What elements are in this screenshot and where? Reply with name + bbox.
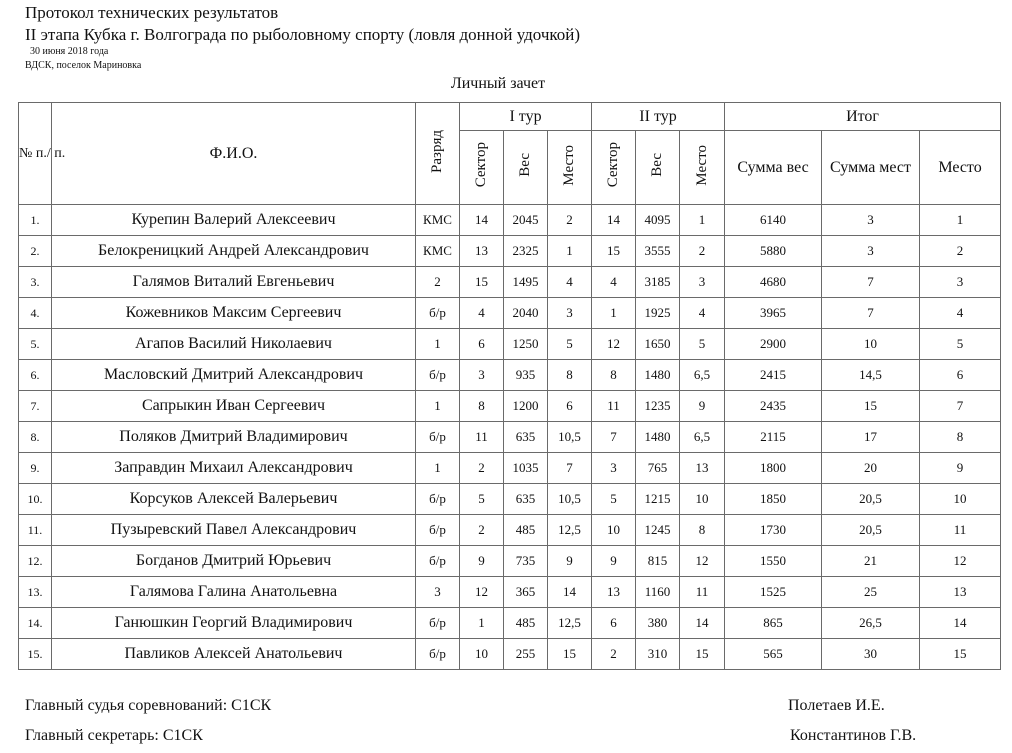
tour2-place: 6,5 — [680, 422, 725, 453]
participant-name: Корсуков Алексей Валерьевич — [52, 484, 416, 515]
col-header-number: № п./ п. — [19, 103, 52, 205]
table-row — [19, 236, 1001, 267]
row-number: 1. — [19, 205, 52, 236]
total-weight: 1525 — [725, 577, 822, 608]
tour2-weight: 4095 — [636, 205, 680, 236]
tour2-sector: 12 — [592, 329, 636, 360]
tour2-place: 10 — [680, 484, 725, 515]
participant-name: Богданов Дмитрий Юрьевич — [52, 546, 416, 577]
tour2-place: 13 — [680, 453, 725, 484]
participant-rank: б/р — [416, 484, 460, 515]
tour1-weight: 935 — [504, 360, 548, 391]
tour2-weight: 1160 — [636, 577, 680, 608]
total-weight: 565 — [725, 639, 822, 670]
row-number: 8. — [19, 422, 52, 453]
event-title: II этапа Кубка г. Волгограда по рыболовному спорту (ловля донной удочкой) — [25, 25, 581, 44]
tour1-place: 14 — [548, 577, 592, 608]
total-weight: 1850 — [725, 484, 822, 515]
col-header-tour1-weight: Вес — [504, 131, 548, 205]
final-place: 7 — [920, 391, 1001, 422]
total-places: 25 — [822, 577, 920, 608]
tour1-weight: 485 — [504, 608, 548, 639]
tour2-sector: 3 — [592, 453, 636, 484]
participant-rank: 1 — [416, 453, 460, 484]
tour1-place: 5 — [548, 329, 592, 360]
total-places: 26,5 — [822, 608, 920, 639]
table-row — [19, 422, 1001, 453]
tour1-sector: 2 — [460, 453, 504, 484]
tour2-weight: 3555 — [636, 236, 680, 267]
tour2-sector: 1 — [592, 298, 636, 329]
total-weight: 1550 — [725, 546, 822, 577]
table-row — [19, 360, 1001, 391]
tour2-place: 11 — [680, 577, 725, 608]
total-places: 21 — [822, 546, 920, 577]
tour2-weight: 1925 — [636, 298, 680, 329]
col-header-tour2-sector: Сектор — [592, 131, 636, 205]
participant-name: Белокреницкий Андрей Александрович — [52, 236, 416, 267]
participant-rank: б/р — [416, 515, 460, 546]
col-header-name: Ф.И.О. — [52, 103, 416, 205]
col-header-rank: Разряд — [416, 103, 460, 205]
total-weight: 6140 — [725, 205, 822, 236]
tour2-sector: 7 — [592, 422, 636, 453]
participant-name: Курепин Валерий Алексеевич — [52, 205, 416, 236]
tour1-weight: 1495 — [504, 267, 548, 298]
total-weight: 4680 — [725, 267, 822, 298]
table-row — [19, 639, 1001, 670]
total-weight: 865 — [725, 608, 822, 639]
tour2-sector: 14 — [592, 205, 636, 236]
tour2-place: 8 — [680, 515, 725, 546]
tour2-place: 6,5 — [680, 360, 725, 391]
participant-rank: б/р — [416, 298, 460, 329]
total-places: 14,5 — [822, 360, 920, 391]
final-place: 6 — [920, 360, 1001, 391]
row-number: 13. — [19, 577, 52, 608]
total-weight: 2900 — [725, 329, 822, 360]
participant-name: Павликов Алексей Анатольевич — [52, 639, 416, 670]
total-places: 3 — [822, 236, 920, 267]
tour2-place: 12 — [680, 546, 725, 577]
tour1-place: 12,5 — [548, 515, 592, 546]
tour2-sector: 5 — [592, 484, 636, 515]
col-header-tour2-place: Место — [680, 131, 725, 205]
table-row — [19, 298, 1001, 329]
col-header-total-weight: Сумма вес — [725, 131, 822, 205]
participant-name: Заправдин Михаил Александрович — [52, 453, 416, 484]
tour2-weight: 765 — [636, 453, 680, 484]
tour2-place: 2 — [680, 236, 725, 267]
total-weight: 1730 — [725, 515, 822, 546]
tour1-weight: 735 — [504, 546, 548, 577]
participant-rank: 1 — [416, 391, 460, 422]
participant-rank: б/р — [416, 360, 460, 391]
participant-name: Пузыревский Павел Александрович — [52, 515, 416, 546]
total-weight: 2435 — [725, 391, 822, 422]
tour1-place: 3 — [548, 298, 592, 329]
total-places: 15 — [822, 391, 920, 422]
tour2-place: 3 — [680, 267, 725, 298]
row-number: 12. — [19, 546, 52, 577]
total-places: 7 — [822, 298, 920, 329]
total-places: 20,5 — [822, 484, 920, 515]
total-places: 20,5 — [822, 515, 920, 546]
participant-rank: КМС — [416, 205, 460, 236]
tour2-sector: 9 — [592, 546, 636, 577]
row-number: 9. — [19, 453, 52, 484]
tour1-place: 9 — [548, 546, 592, 577]
tour2-sector: 13 — [592, 577, 636, 608]
tour1-sector: 4 — [460, 298, 504, 329]
tour2-weight: 1215 — [636, 484, 680, 515]
tour1-place: 1 — [548, 236, 592, 267]
col-header-tour1: I тур — [460, 103, 592, 131]
tour2-place: 1 — [680, 205, 725, 236]
tour1-place: 12,5 — [548, 608, 592, 639]
col-header-total-place: Место — [920, 131, 1001, 205]
table-row — [19, 329, 1001, 360]
tour1-sector: 12 — [460, 577, 504, 608]
tour1-weight: 485 — [504, 515, 548, 546]
total-places: 20 — [822, 453, 920, 484]
tour1-sector: 11 — [460, 422, 504, 453]
participant-name: Поляков Дмитрий Владимирович — [52, 422, 416, 453]
final-place: 2 — [920, 236, 1001, 267]
col-header-tour1-place: Место — [548, 131, 592, 205]
tour1-place: 15 — [548, 639, 592, 670]
tour1-sector: 9 — [460, 546, 504, 577]
final-place: 12 — [920, 546, 1001, 577]
tour1-sector: 15 — [460, 267, 504, 298]
tour2-sector: 8 — [592, 360, 636, 391]
total-weight: 2415 — [725, 360, 822, 391]
total-weight: 2115 — [725, 422, 822, 453]
col-header-total-places: Сумма мест — [822, 131, 920, 205]
tour1-sector: 14 — [460, 205, 504, 236]
final-place: 8 — [920, 422, 1001, 453]
tour1-weight: 2045 — [504, 205, 548, 236]
chief-judge-label: Главный судья соревнований: С1СК — [25, 697, 272, 714]
participant-rank: б/р — [416, 639, 460, 670]
tour1-place: 10,5 — [548, 484, 592, 515]
tour1-weight: 2040 — [504, 298, 548, 329]
table-row — [19, 608, 1001, 639]
row-number: 6. — [19, 360, 52, 391]
participant-rank: б/р — [416, 608, 460, 639]
chief-secretary-label: Главный секретарь: С1СК — [25, 727, 203, 744]
row-number: 7. — [19, 391, 52, 422]
tour1-sector: 13 — [460, 236, 504, 267]
row-number: 10. — [19, 484, 52, 515]
total-weight: 1800 — [725, 453, 822, 484]
total-places: 17 — [822, 422, 920, 453]
final-place: 13 — [920, 577, 1001, 608]
tour1-place: 10,5 — [548, 422, 592, 453]
tour1-sector: 2 — [460, 515, 504, 546]
tour1-weight: 1250 — [504, 329, 548, 360]
tour1-weight: 2325 — [504, 236, 548, 267]
participant-name: Ганюшкин Георгий Владимирович — [52, 608, 416, 639]
final-place: 10 — [920, 484, 1001, 515]
tour1-weight: 635 — [504, 484, 548, 515]
participant-name: Галямова Галина Анатольевна — [52, 577, 416, 608]
tour2-place: 9 — [680, 391, 725, 422]
tour1-place: 7 — [548, 453, 592, 484]
tour1-weight: 255 — [504, 639, 548, 670]
row-number: 11. — [19, 515, 52, 546]
total-places: 30 — [822, 639, 920, 670]
total-places: 3 — [822, 205, 920, 236]
tour2-weight: 1245 — [636, 515, 680, 546]
col-header-tour1-sector: Сектор — [460, 131, 504, 205]
table-row — [19, 577, 1001, 608]
participant-rank: 1 — [416, 329, 460, 360]
tour2-weight: 380 — [636, 608, 680, 639]
tour2-sector: 11 — [592, 391, 636, 422]
final-place: 14 — [920, 608, 1001, 639]
tour2-sector: 4 — [592, 267, 636, 298]
tour2-weight: 1480 — [636, 360, 680, 391]
table-row — [19, 391, 1001, 422]
tour2-place: 4 — [680, 298, 725, 329]
total-places: 10 — [822, 329, 920, 360]
tour2-weight: 3185 — [636, 267, 680, 298]
final-place: 11 — [920, 515, 1001, 546]
total-weight: 3965 — [725, 298, 822, 329]
row-number: 3. — [19, 267, 52, 298]
final-place: 5 — [920, 329, 1001, 360]
total-weight: 5880 — [725, 236, 822, 267]
section-subtitle: Личный зачет — [450, 75, 546, 92]
tour1-place: 8 — [548, 360, 592, 391]
tour2-weight: 1235 — [636, 391, 680, 422]
final-place: 15 — [920, 639, 1001, 670]
tour2-place: 14 — [680, 608, 725, 639]
tour1-place: 2 — [548, 205, 592, 236]
tour2-weight: 1480 — [636, 422, 680, 453]
participant-name: Масловский Дмитрий Александрович — [52, 360, 416, 391]
row-number: 4. — [19, 298, 52, 329]
tour2-weight: 1650 — [636, 329, 680, 360]
tour2-sector: 6 — [592, 608, 636, 639]
participant-name: Сапрыкин Иван Сергеевич — [52, 391, 416, 422]
row-number: 14. — [19, 608, 52, 639]
tour2-sector: 10 — [592, 515, 636, 546]
document-title: Протокол технических результатов — [25, 3, 279, 22]
chief-secretary-name: Константинов Г.В. — [790, 727, 917, 744]
tour2-sector: 2 — [592, 639, 636, 670]
final-place: 3 — [920, 267, 1001, 298]
results-body — [19, 205, 1001, 670]
table-row — [19, 267, 1001, 298]
participant-name: Галямов Виталий Евгеньевич — [52, 267, 416, 298]
tour1-weight: 365 — [504, 577, 548, 608]
results-table — [18, 102, 1001, 670]
table-row — [19, 484, 1001, 515]
final-place: 1 — [920, 205, 1001, 236]
table-row — [19, 515, 1001, 546]
participant-name: Кожевников Максим Сергеевич — [52, 298, 416, 329]
tour2-weight: 310 — [636, 639, 680, 670]
final-place: 9 — [920, 453, 1001, 484]
tour1-place: 4 — [548, 267, 592, 298]
tour1-weight: 1035 — [504, 453, 548, 484]
tour2-place: 15 — [680, 639, 725, 670]
row-number: 2. — [19, 236, 52, 267]
event-location: ВДСК, поселок Мариновка — [25, 60, 142, 71]
table-row — [19, 453, 1001, 484]
tour1-place: 6 — [548, 391, 592, 422]
participant-rank: 3 — [416, 577, 460, 608]
tour1-sector: 3 — [460, 360, 504, 391]
row-number: 5. — [19, 329, 52, 360]
table-row — [19, 205, 1001, 236]
tour1-sector: 1 — [460, 608, 504, 639]
participant-rank: 2 — [416, 267, 460, 298]
row-number: 15. — [19, 639, 52, 670]
tour1-sector: 6 — [460, 329, 504, 360]
participant-rank: КМС — [416, 236, 460, 267]
tour1-weight: 635 — [504, 422, 548, 453]
tour1-sector: 5 — [460, 484, 504, 515]
tour1-weight: 1200 — [504, 391, 548, 422]
total-places: 7 — [822, 267, 920, 298]
col-header-tour2: II тур — [592, 103, 725, 131]
chief-judge-name: Полетаев И.Е. — [788, 697, 885, 714]
participant-rank: б/р — [416, 422, 460, 453]
col-header-tour2-weight: Вес — [636, 131, 680, 205]
tour1-sector: 10 — [460, 639, 504, 670]
participant-name: Агапов Василий Николаевич — [52, 329, 416, 360]
col-header-total: Итог — [725, 103, 1001, 131]
table-row — [19, 546, 1001, 577]
tour2-weight: 815 — [636, 546, 680, 577]
participant-rank: б/р — [416, 546, 460, 577]
tour1-sector: 8 — [460, 391, 504, 422]
event-date: 30 июня 2018 года — [30, 46, 109, 57]
final-place: 4 — [920, 298, 1001, 329]
tour2-place: 5 — [680, 329, 725, 360]
tour2-sector: 15 — [592, 236, 636, 267]
